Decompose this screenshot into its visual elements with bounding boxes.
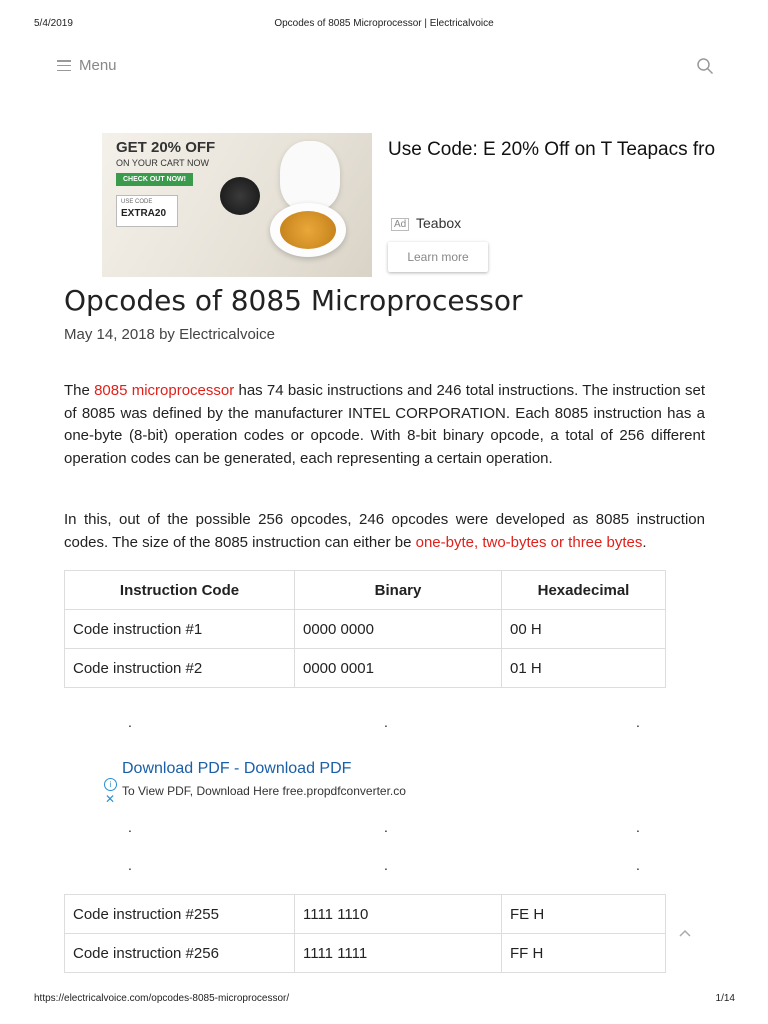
print-page-number: 1/14 <box>715 993 735 1004</box>
table-cell: Code instruction #255 <box>65 895 295 934</box>
table-cell: FF H <box>502 934 666 973</box>
ellipsis-dot: . <box>384 819 388 835</box>
learn-more-button[interactable]: Learn more <box>388 242 488 272</box>
ad-info-icon[interactable]: i <box>104 778 117 791</box>
instruction-size-link[interactable]: one-byte, two-bytes or three bytes <box>415 533 643 551</box>
ad-badge: Ad <box>391 218 409 231</box>
microprocessor-link[interactable]: 8085 microprocessor <box>94 382 235 399</box>
print-date: 5/4/2019 <box>34 18 73 29</box>
pdf-ad-title[interactable]: Download PDF - Download PDF <box>122 760 352 777</box>
menu-button[interactable] <box>57 57 117 74</box>
p1-text-after: has 74 basic instructions and 246 total instructions. The instruction set of 8085 was defined by the manufacturer INTEL CORPORATION. Each 8085 instruction has a one-byte (8-bit) operation codes or opcode. With 8-bit binary opcode, a total of 256 different operation codes can be generated, each representing a certain operation. <box>64 382 706 467</box>
tea-image <box>280 211 336 249</box>
opcode-table-bottom <box>64 894 666 973</box>
tea-leaves-image <box>220 177 260 215</box>
ad-headline[interactable]: Use Code: E 20% Off on T Teapacs fro <box>388 139 716 160</box>
ellipsis-dot: . <box>128 714 132 730</box>
ad-image-cta: CHECK OUT NOW! <box>116 173 193 186</box>
teapot-image <box>280 141 340 211</box>
table-row <box>65 895 666 934</box>
post-date: May 14, 2018 <box>64 326 155 343</box>
table-cell: Code instruction #2 <box>65 649 295 688</box>
ellipsis-dot: . <box>636 819 640 835</box>
post-meta <box>64 326 275 343</box>
post-by: by <box>159 326 175 343</box>
opcode-table-top <box>64 570 666 688</box>
ad-close-icon[interactable]: ✕ <box>105 792 116 806</box>
table-cell: 0000 0000 <box>295 610 502 649</box>
ellipsis-dot: . <box>128 819 132 835</box>
table-header-cell: Hexadecimal <box>502 571 666 610</box>
second-paragraph <box>64 509 705 554</box>
p1-text-before: The <box>64 382 95 399</box>
table-cell: 0000 0001 <box>295 649 502 688</box>
ad-image-headline: GET 20% OFF <box>116 139 216 156</box>
search-icon[interactable] <box>696 57 714 75</box>
table-header-cell: Instruction Code <box>65 571 295 610</box>
ad-image-code-label: USE CODE <box>121 199 153 205</box>
intro-paragraph <box>64 380 705 470</box>
ellipsis-dot: . <box>384 857 388 873</box>
table-cell: Code instruction #1 <box>65 610 295 649</box>
table-header-cell: Binary <box>295 571 502 610</box>
table-cell: 1111 1111 <box>295 934 502 973</box>
print-title: Opcodes of 8085 Microprocessor | Electricalvoice <box>274 18 494 29</box>
ad-brand[interactable]: Teabox <box>416 215 462 231</box>
pdf-ad-subtitle[interactable]: To View PDF, Download Here free.propdfconverter.co <box>122 784 406 798</box>
hamburger-icon <box>57 60 71 71</box>
print-url: https://electricalvoice.com/opcodes-8085-microprocessor/ <box>34 993 290 1004</box>
ad-image-code-box <box>116 195 178 227</box>
table-row <box>65 934 666 973</box>
table-cell: Code instruction #256 <box>65 934 295 973</box>
ad-image-subline: ON YOUR CART NOW <box>116 158 210 168</box>
table-header-row <box>65 571 666 610</box>
table-cell: FE H <box>502 895 666 934</box>
ad-image[interactable] <box>102 133 372 277</box>
table-row <box>65 610 666 649</box>
p2-text-before: In this, out of the possible 256 opcodes, 246 opcodes were developed as 8085 instruction codes. The size of the 8085 instruction can either be <box>64 511 705 551</box>
menu-label: Menu <box>79 57 117 74</box>
author-link[interactable]: Electricalvoice <box>179 326 275 343</box>
table-cell: 00 H <box>502 610 666 649</box>
page-title: Opcodes of 8085 Microprocessor <box>64 284 523 317</box>
table-row <box>65 649 666 688</box>
ellipsis-dot: . <box>384 714 388 730</box>
chevron-up-icon[interactable] <box>678 928 692 938</box>
ad-image-code: EXTRA20 <box>121 208 167 219</box>
table-cell: 1111 1110 <box>295 895 502 934</box>
ellipsis-dot: . <box>128 857 132 873</box>
ellipsis-dot: . <box>636 714 640 730</box>
p2-text-after: . <box>642 533 647 551</box>
ellipsis-dot: . <box>636 857 640 873</box>
table-cell: 01 H <box>502 649 666 688</box>
